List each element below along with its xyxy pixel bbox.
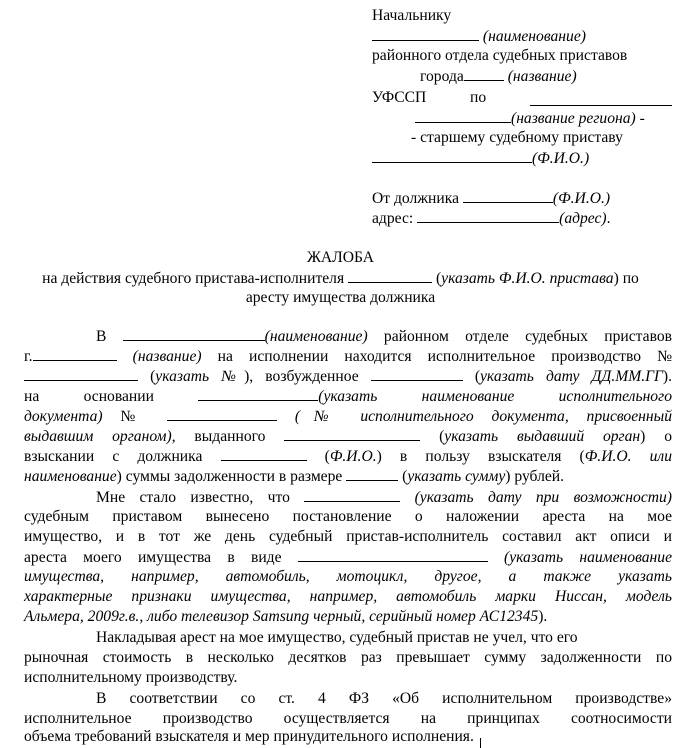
blank-field [372, 148, 532, 163]
text: ареста моего имущества в виде [24, 549, 282, 566]
department-line [372, 46, 627, 66]
p2-line-7 [24, 607, 672, 627]
text: судебным приставом вынесено постановление о наложении ареста на мое [24, 508, 672, 525]
hint: (указать дату при возможности) [414, 489, 672, 506]
blank-field [346, 466, 398, 481]
hint: (№ исполнительного документа, присвоенный [294, 408, 672, 425]
text: на основании [24, 388, 154, 405]
hint-fio: (Ф.И.О.) [552, 190, 611, 207]
text: объема требований взыскателя и мер принудительного исполнения. [24, 728, 474, 745]
p1-line-6 [24, 426, 672, 446]
paren: ( [474, 368, 481, 385]
p3-line-1 [96, 628, 672, 648]
text: Мне стало известно, что [96, 489, 290, 506]
p1-line-3 [24, 366, 672, 386]
text: ) в пользу взыскателя ( [376, 448, 585, 465]
hint: (наименование) [264, 328, 368, 345]
document-title [0, 248, 681, 268]
hint-bailiff-fio: указать Ф.И.О. пристава [441, 270, 614, 287]
title-text: ЖАЛОБА [306, 249, 375, 266]
blank-field [530, 91, 672, 106]
p4-line-2 [24, 709, 672, 729]
p1-line-8 [24, 466, 672, 486]
ufssp-label: УФССП [372, 89, 427, 106]
from-debtor-label: От должника [372, 190, 460, 207]
text: ) рублей. [505, 468, 565, 485]
text: районном отделе судебных приставов [383, 328, 672, 345]
blank-field [123, 326, 265, 341]
hint: выдавшим органом) [24, 428, 172, 445]
hint: документа) [24, 408, 103, 425]
text: на исполнении находится исполнительное производство № [217, 348, 673, 365]
blank-field [298, 547, 488, 562]
text: ) суммы задолженности в размере [116, 468, 343, 485]
paren: ( [150, 368, 156, 385]
p3-line-3 [24, 668, 672, 688]
text: В [96, 328, 107, 345]
hint: указать дату ДД.ММ.ГГ [480, 368, 663, 385]
p2-line-3 [24, 527, 672, 547]
dot: . [606, 210, 611, 227]
ufssp-line [372, 88, 672, 108]
hint: (название) [132, 348, 202, 365]
blank-field [198, 386, 318, 401]
text: № [120, 408, 150, 425]
p4-line-3 [24, 727, 672, 747]
blank-field [167, 406, 277, 421]
blank-field [464, 66, 504, 81]
blank-field [284, 426, 420, 441]
p1-line-1 [96, 326, 672, 346]
paren: ( [324, 448, 330, 465]
hint: (указать наименование [504, 549, 672, 566]
paren: ( [435, 270, 442, 287]
hint: имущества, например, автомобиль, мотоцикл, другое, а также указать [24, 568, 672, 585]
text: г. [24, 348, 33, 365]
p1-line-7 [24, 446, 672, 466]
document-subtitle [0, 268, 681, 288]
p2-line-2 [24, 507, 672, 527]
hint: Альмера, 2009г.в., либо телевизор Samsung черный, серийный номер АС12345 [24, 608, 539, 625]
blank-field [463, 188, 553, 203]
p4-line-1 [96, 689, 672, 709]
text: имущество, и в тот же день судебный пристав-исполнитель составил акт описи и [24, 528, 672, 545]
blank-field [417, 208, 559, 223]
text: ). [662, 368, 672, 385]
subtitle-text: аресту имущества должника [245, 289, 436, 306]
addressee-name-line [372, 26, 586, 46]
subtitle-text: по [622, 270, 639, 287]
hint-fio: (Ф.И.О.) [532, 150, 590, 167]
city-label: города [420, 68, 464, 85]
text: взыскании с должника [24, 448, 203, 465]
text: В соответствии со ст. 4 ФЗ «Об исполнительном производстве» [96, 690, 672, 707]
text: ) о [640, 428, 672, 445]
blank-field [24, 366, 138, 381]
text: ). [538, 608, 548, 625]
text: исполнительное производство осуществляется на принципах соотносимости [24, 710, 672, 727]
blank-field [221, 446, 307, 461]
blank-field [304, 487, 400, 502]
addressee-title [372, 6, 451, 26]
hint: указать сумму [407, 468, 506, 485]
hint-address: (адрес) [559, 210, 607, 227]
p2-line-4 [24, 547, 672, 567]
blank-field [33, 346, 117, 361]
department-text: районного отдела судебных приставов [372, 47, 628, 64]
bailiff-name-line [372, 148, 589, 168]
senior-bailiff-line: - старшему судебному приставу [411, 129, 623, 146]
document-subtitle-2 [0, 288, 681, 308]
po-label: по [470, 89, 487, 106]
senior-bailiff-text: старшему судебному приставу [420, 129, 623, 146]
p2-line-1 [96, 487, 672, 507]
p2-line-5 [24, 567, 672, 587]
cursor-mark [480, 738, 491, 748]
hint: указать № [155, 368, 245, 385]
paren: ( [402, 468, 408, 485]
subtitle-text: на действия судебного пристава-исполнителя [42, 270, 345, 287]
p1-line-4 [24, 386, 672, 406]
address-label: адрес: [372, 210, 414, 227]
hint: Ф.И.О. или [584, 448, 673, 465]
text: ), возбужденное [244, 368, 359, 385]
p1-line-2 [24, 346, 672, 366]
hint-city: (название) [507, 68, 577, 85]
text: , выданного [171, 428, 266, 445]
dash: - [639, 110, 645, 127]
p1-line-5 [24, 406, 672, 426]
region-line [415, 108, 645, 128]
hint: наименование [24, 468, 117, 485]
paren: ) [613, 270, 619, 287]
addressee-label: Начальнику [372, 7, 452, 24]
paren: ( [439, 428, 445, 445]
blank-field [415, 108, 511, 123]
hint-name: (наименование) [482, 28, 586, 45]
hint: Ф.И.О. [329, 448, 377, 465]
hint-region: (название региона) [511, 110, 636, 127]
hint: указать выдавший орган [444, 428, 641, 445]
hint: (указать наименование исполнительного [318, 388, 672, 405]
p3-line-2 [24, 648, 672, 668]
text: Накладывая арест на мое имущество, судебный пристав не учел, что его [96, 629, 578, 646]
text: рыночная стоимость в несколько десятков раз превышает сумму задолженности по [24, 649, 672, 666]
p2-line-6 [24, 587, 672, 607]
blank-field [371, 366, 463, 381]
blank-field [348, 268, 432, 283]
blank-field [372, 26, 479, 41]
city-line [420, 66, 577, 86]
from-debtor-line [372, 188, 610, 208]
address-line [372, 208, 611, 228]
text: исполнительному производству. [24, 669, 238, 686]
hint: характерные признаки имущества, например, автомобиль марки Ниссан, модель [24, 588, 672, 605]
